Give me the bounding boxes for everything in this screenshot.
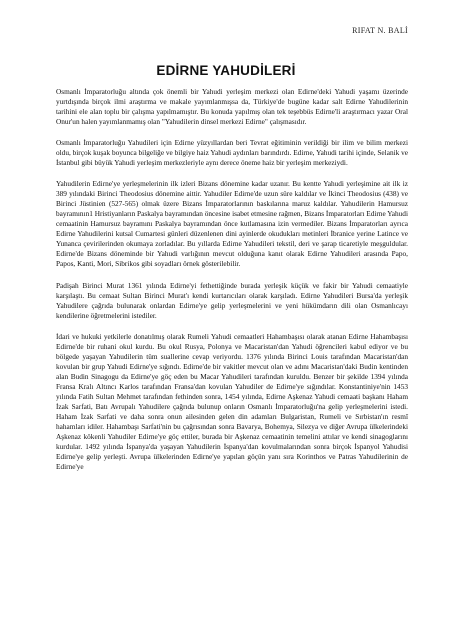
paragraph-5: İdari ve hukuki yetkilerle donatılmış olarak Rumeli Yahudi cemaatleri Hahambaşısı olarak atanan Edirne Hahambaşısı Edirne'de bir ruhani okul kurdu. Bu okul Rusya, Polonya ve Macaristan'dan Yahudi öğrencileri kabul ediyor ve bu bölgede yaşayan Yahudilerin tüm suallerine cevap veriyordu. 1376 yılında Birinci Louis tarafından Macaristan'dan kovulan bir grup Yahudi Edirne'ye sığındı. Edirne'de bir vakitler mevcut olan ve adını Macaristan'daki Budin kentinden alan Budin Sinagogu da Edirne'ye göç eden bu Macar Yahudileri tarafından kuruldu. Benzer bir şekilde 1394 yılında Fransa Kralı Altıncı Karlos tarafından Fransa'dan kovulan Yahudiler de Edirne'ye sığındılar. Konstantiniye'nin 1453 yılında Fatih Sultan Mehmet tarafından fethinden sonra, 1454 yılında, Edirne Aşkenaz Yahudi cemaati başkanı Haham İzak Sarfati, Batı Avrupalı Yahudilere çağrıda bulunup onların Osmanlı İmparatorluğu'na gelip yerleşmelerini istedi. Haham İzak Sarfati ve daha sonra onun ailesinden gelen din adamları Bulgaristan, Rumeli ve Sırbistan'ın resmî hahamları idiler. Hahambaşı Sarfati'nin bu çağrısından sonra Bavarya, Bohemya, Silezya ve diğer Avrupa ülkelerindeki Aşkenaz kökenli Yahudiler Edirne'ye göç ettiler, burada bir Aşkenaz cemaatinin temelini attılar ve kendi sinagoglarını kurdular. 1492 yılında İspanya'da yaşayan Yahudilerin İspanya'dan kovulmalarından sonra birçok İspanyol Yahudisi Edirne'ye gelip yerleşti. Avrupa ülkelerinden Edirne'ye yapılan göçün yanı sıra Korinthos ve Patras Yahudilerinin de Edirne'ye <box>56 331 408 471</box>
document-title: EDİRNE YAHUDİLERİ <box>156 63 296 78</box>
paragraph-2: Osmanlı İmparatorluğu Yahudileri için Edirne yüzyıllardan beri Tevrat eğitiminin verildiği bir ilim ve bilim merkezi oldu, birçok kuşak boyunca bilgeliğe ve bilgiye haiz Yahudi aydınları barındırdı. Edirne, Yahudi tarihi içinde, Selanik ve İstanbul gibi büyük Yahudi yerleşim merkezleriyle aynı derece öneme haiz bir yerleşim merkeziydi. <box>56 138 408 168</box>
paragraph-3: Yahudilerin Edirne'ye yerleşmelerinin ilk izleri Bizans dönemine kadar uzanır. Bu kentte Yahudi yerleşimine ait ilk iz 389 yılındaki Birinci Theodosius dönemine aittir. Yahudiler Edirne'de uzun süre kaldılar ve İkinci Theodosius (438) ve Birinci Jüstinien (527-565) olmak üzere Bizans İmparatorlarının baskılarına maruz kaldılar. Yahudilerin Hamursuz bayramının1 Hristiyanların Paskalya bayramından öncesine isabet etmesine rağmen, Bizans İmparatorları Edirne Yahudi cemaatinin Hamursuz bayramını Paskalya bayramından önce kutlamasına izin vermediler. Bizans İmparatorları ayrıca Edirne Yahudilerini kutsal Cumartesi günleri düzenlenen dini ayinlerde okudukları metinleri İbranice yerine Latince ve Yunanca çevirilerinden okumaya zorladılar. Bu yıllarda Edirne Yahudileri tekstil, deri ve şarap ticaretiyle meşguldular. Edirne'de Bizans döneminde bir Yahudi varlığının mevcut olduğuna kanıt olarak Edirne Yahudileri arasında Papo, Papos, Kanti, Mori, Sibrikos gibi soyadları örnek gösterilebilir. <box>56 179 408 269</box>
document-body <box>56 87 408 483</box>
paragraph-1: Osmanlı İmparatorluğu altında çok önemli bir Yahudi yerleşim merkezi olan Edirne'deki Yahudi yaşamı üzerinde yurtdışında birçok ilmi araştırma ve makale yayımlanmışsa da, Türkiye'de bugüne kadar salt Edirne Yahudilerinin tarihini ele alan toplu bir çalışma yapılmamıştır. Bu konuda yapılmış olan tek teşebbüs Edirne'li araştırmacı yazar Oral Onur'un halen yayımlanmamış olan "Yahudilerin dinsel merkezi Edirne" çalışmasıdır. <box>56 87 408 126</box>
running-header-author: RIFAT N. BALİ <box>352 26 408 35</box>
paragraph-4: Padişah Birinci Murat 1361 yılında Edirne'yi fethettiğinde burada yerleşik küçük ve fakir bir Yahudi cemaatiyle karşılaştı. Bu cemaat Sultan Birinci Murat'ı kendi kurtarıcıları olarak karşıladı. Edirne Yahudileri Bursa'da yerleşik Yahudilere çağrıda bulunarak onlardan Edirne'ye gelip yerleşmelerini ve yeni hükümdarın dili olan Osmanlıcayı kendilerine öğretmelerini istediler. <box>56 280 408 320</box>
